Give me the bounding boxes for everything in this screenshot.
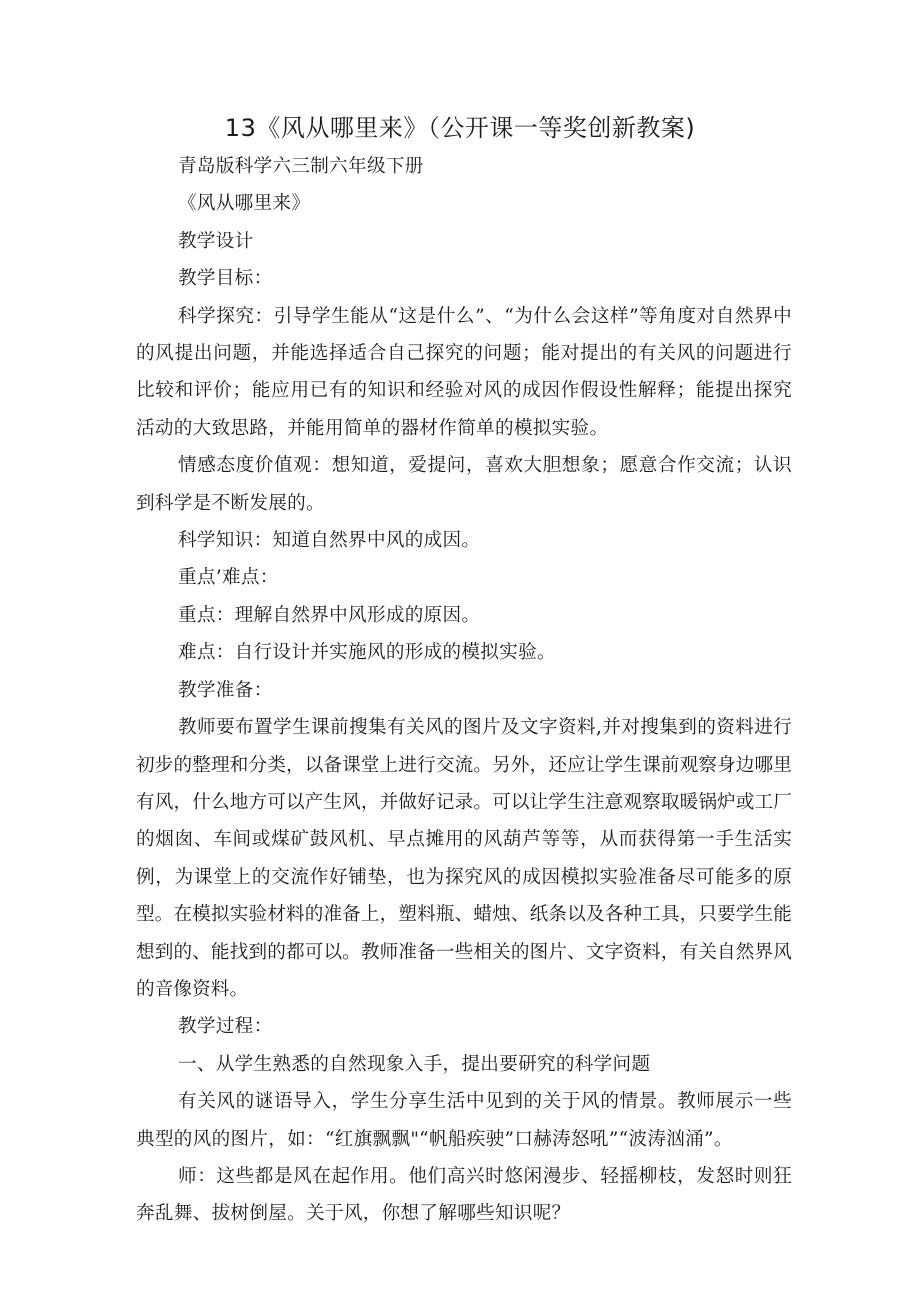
paragraph-design-heading: 教学设计 — [178, 230, 254, 252]
paragraph-attitude-objective: 情感态度价值观：想知道，爱提问，喜欢大胆想象；愿意合作交流；认识到科学是不断发展的。 — [136, 455, 792, 514]
paragraph-intro: 有关风的谜语导入，学生分享生活中见到的关于风的情景。教师展示一些典型的风的图片，如：“红旗飘飘"“帆船疾驶”口赫涛怒吼”“波涛汹涌”。 — [136, 1091, 792, 1150]
paragraph-textbook: 青岛版科学六三制六年级下册 — [178, 156, 424, 177]
paragraph-process-heading: 教学过程： — [178, 1016, 273, 1038]
paragraph-preparation: 教师要布置学生课前搜集有关风的图片及文字资料,并对搜集到的资料进行初步的整理和分类，以备课堂上进行交流。另外，还应让学生课前观察身边哪里有风，什么地方可以产生风，并做好记录。可以让学生注意观察取暖锅炉或工厂的烟囱、车间或煤矿鼓风机、早点摊用的风葫芦等等，从而获得第一手生活实例，为课堂上的交流作好铺垫，也为探究风的成因模拟实验准备尽可能多的原型。在模拟实验材料的准备上，塑料瓶、蜡烛、纸条以及各种工具，只要学生能想到的、能找到的都可以。教师准备一些相关的图片、文字资料，有关自然界风的音像资料。 — [136, 717, 792, 1000]
paragraph-inquiry-objective: 科学探究：引导学生能从“这是什么”、“为什么会这样”等角度对自然界中的风提出问题，并能选择适合自己探究的问题；能对提出的有关风的问题进行比较和评价；能应用已有的知识和经验对风的成因作假设性解释；能提出探究活动的大致思路，并能用简单的器材作简单的模拟实验。 — [136, 305, 792, 439]
document-title: 13《风从哪里来》（公开课一等奖创新教案) — [224, 114, 696, 142]
paragraph-preparation-heading: 教学准备： — [178, 679, 273, 701]
paragraph-difficulty: 难点：自行设计并实施风的形成的模拟实验。 — [178, 642, 556, 664]
paragraph-lesson-name: 《风从哪里来》 — [178, 193, 311, 215]
paragraph-knowledge-objective: 科学知识：知道自然界中风的成因。 — [178, 530, 481, 552]
paragraph-key-point: 重点：理解自然界中风形成的原因。 — [178, 604, 481, 626]
document-body — [136, 148, 792, 1233]
paragraph-section-one-heading: 一、从学生熟悉的自然现象入手，提出要研究的科学问题 — [178, 1053, 651, 1075]
paragraph-key-points-heading: 重点’难点： — [178, 567, 279, 589]
paragraph-teacher-question: 师：这些都是风在起作用。他们高兴时悠闲漫步、轻摇柳枝，发怒时则狂奔乱舞、拔树倒屋。关于风，你想了解哪些知识呢？ — [136, 1165, 792, 1225]
paragraph-objectives-heading: 教学目标： — [178, 268, 273, 290]
